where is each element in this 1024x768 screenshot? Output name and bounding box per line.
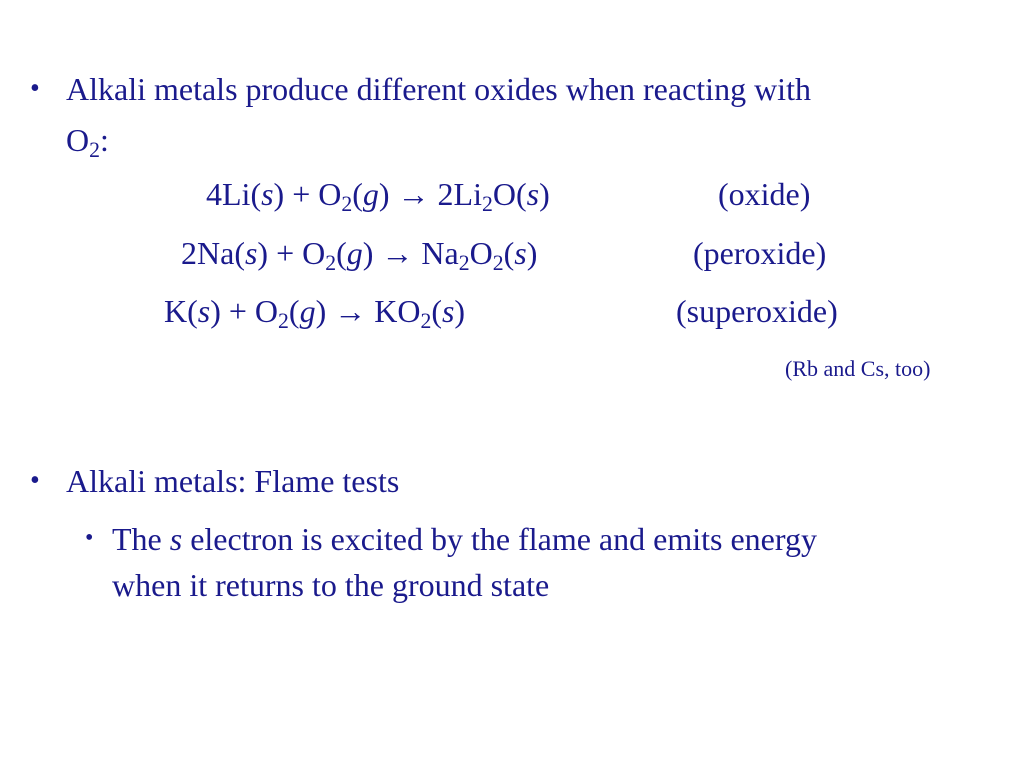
bullet1-line1: Alkali metals produce different oxides when reacting with — [66, 71, 811, 107]
label-superoxide: (superoxide) — [676, 293, 838, 329]
label-peroxide: (peroxide) — [693, 235, 827, 271]
sub-bullet-line1: The s electron is excited by the flame and emits energy — [112, 521, 817, 557]
equation-sodium: $2Na(s) + O_2(g) \to Na_2O_2(s)$ — [181, 235, 538, 276]
equation-potassium: $K(s) + O_2(g) \to KO_2(s)$ — [164, 293, 466, 334]
bullet-marker: • — [30, 73, 40, 104]
sub-bullet-line2: when it returns to the ground state — [112, 567, 550, 603]
bullet-marker: • — [30, 465, 40, 496]
o2-subscript: 2 — [89, 138, 100, 163]
label-oxide: (oxide) — [718, 176, 811, 212]
equation-lithium: $4Li(s) + O_2(g) \to 2Li_2O(s)$ — [206, 176, 550, 217]
bullet1-line2 — [66, 122, 109, 163]
sub-bullet-marker: • — [85, 525, 94, 551]
note-rb-cs: (Rb and Cs, too) — [785, 356, 931, 381]
colon: : — [99, 122, 109, 158]
o2-symbol: O — [66, 122, 90, 158]
bullet2-text: Alkali metals: Flame tests — [66, 463, 400, 499]
